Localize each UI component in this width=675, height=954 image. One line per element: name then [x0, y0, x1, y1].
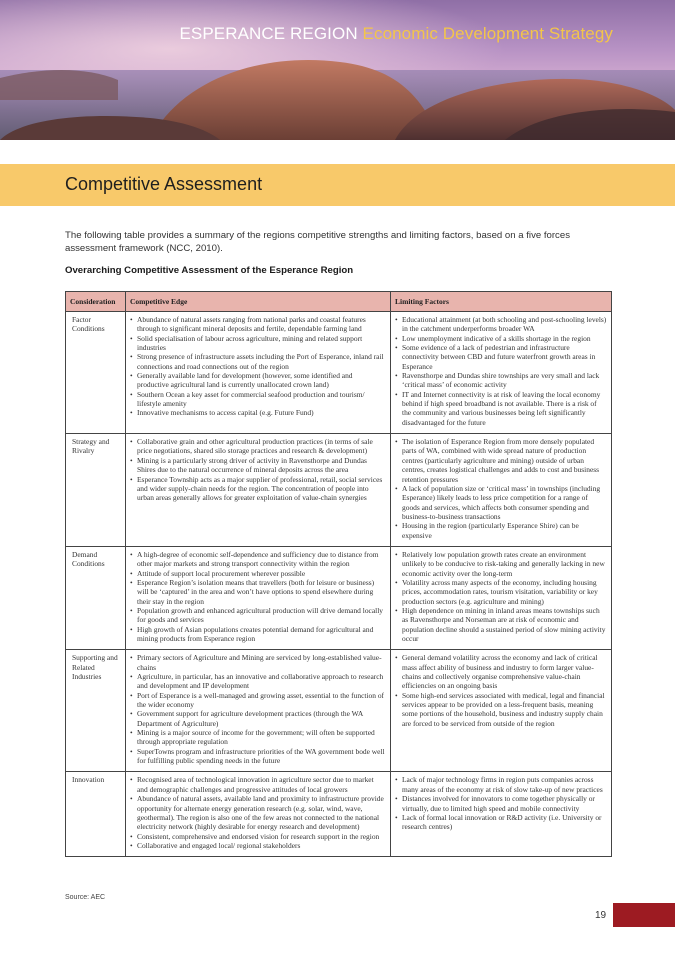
- list-item: • Lack of major technology firms in region puts companies across many areas of the economy at risk of slow take-up of new practices: [395, 775, 607, 794]
- competitive-edge-cell: [126, 772, 391, 857]
- list-item: • General demand volatility across the economy and lack of critical mass affect ability of business and industry to form larger value-chains and collectively organise comprehensive value-chain efficiencies on an ongoing basis: [395, 653, 607, 690]
- list-item: • Agriculture, in particular, has an innovative and collaborative approach to research and development and IP development: [130, 672, 386, 691]
- list-item: • Port of Esperance is a well-managed and growing asset, essential to the function of the wider economy: [130, 691, 386, 710]
- list-item: • Attitude of support local procurement wherever possible: [130, 569, 386, 578]
- list-item: • Southern Ocean a key asset for commercial seafood production and tourism/ lifestyle amenity: [130, 390, 386, 409]
- list-item: • IT and Internet connectivity is at risk of leaving the local economy behind if high speed broadband is not available. There is a risk of the community and various businesses being left significantly disadvantaged for the future: [395, 390, 607, 427]
- assessment-table: [65, 291, 612, 857]
- list-item: • Distances involved for innovators to come together physically or virtually, due to limited high speed and mobile connectivity: [395, 794, 607, 813]
- list-item: • Solid specialisation of labour across agriculture, mining and related support industries: [130, 334, 386, 353]
- limiting-factors-cell: [391, 312, 612, 434]
- list-item: • Primary sectors of Agriculture and Mining are serviced by long-established value-chains: [130, 653, 386, 672]
- list-item: • SuperTowns program and infrastructure priorities of the WA government bode well for fulfilling public spending needs in the future: [130, 747, 386, 766]
- table-row: [66, 546, 612, 649]
- list-item: • Low unemployment indicative of a skills shortage in the region: [395, 334, 607, 343]
- list-item: • Collaborative grain and other agricultural production practices (in terms of sale price negotiations, shared silo storage practices and research & development): [130, 437, 386, 456]
- strategy-label: Economic Development Strategy: [362, 24, 613, 43]
- table-row: [66, 312, 612, 434]
- limiting-factors-cell: [391, 434, 612, 547]
- document-header-title: [179, 24, 613, 44]
- list-item: • Esperance Region’s isolation means that travellers (both for leisure or business) will be ‘captured’ in the area and won’t have options to spend elsewhere during their stay in the region: [130, 578, 386, 606]
- header-banner: [0, 0, 675, 140]
- consideration-cell: Strategy and Rivalry: [66, 434, 126, 547]
- column-header-competitive-edge: Competitive Edge: [126, 292, 391, 312]
- competitive-edge-cell: [126, 650, 391, 772]
- list-item: • Some high-end services associated with medical, legal and financial services appear to be provided on a less-frequent basis, meaning some portions of the household, business and industry supply chain are forced to be serviced from outside of the region: [395, 691, 607, 728]
- intro-paragraph: The following table provides a summary of the regions competitive strengths and limiting factors, based on a five forces assessment framework (NCC, 2010).: [65, 230, 570, 254]
- table-header-row: [66, 292, 612, 312]
- consideration-cell: Innovation: [66, 772, 126, 857]
- page-number: 19: [595, 910, 607, 921]
- table-heading: Overarching Competitive Assessment of the Esperance Region: [65, 265, 354, 276]
- consideration-cell: Supporting and Related Industries: [66, 650, 126, 772]
- list-item: • Population growth and enhanced agricultural production will drive demand locally for goods and services: [130, 606, 386, 625]
- competitive-edge-cell: [126, 312, 391, 434]
- table-row: [66, 772, 612, 857]
- region-label: ESPERANCE REGION: [179, 24, 358, 43]
- list-item: • Mining is a major source of income for the government; will often be supported through appropriate regulation: [130, 728, 386, 747]
- list-item: • Volatility across many aspects of the economy, including housing prices, accommodation rates, tourism visitation, variability or key production sectors (e.g. agriculture and mining): [395, 578, 607, 606]
- column-header-limiting-factors: Limiting Factors: [391, 292, 612, 312]
- list-item: • Abundance of natural assets, available land and proximity to infrastructure provide opportunity for alternate energy generation research (e.g. solar, wind, wave, geothermal). The region is also one of the few areas not connected to the national electricity network (highly desirable for energy research and development): [130, 794, 386, 831]
- competitive-edge-cell: [126, 434, 391, 547]
- list-item: • Collaborative and engaged local/ regional stakeholders: [130, 841, 386, 850]
- source-note: Source: AEC: [65, 894, 106, 901]
- consideration-cell: Demand Conditions: [66, 546, 126, 649]
- section-band: [0, 164, 675, 206]
- list-item: • Lack of formal local innovation or R&D activity (i.e. University or research centres): [395, 813, 607, 832]
- list-item: • Esperance Township acts as a major supplier of professional, retail, social services and wider supply-chain needs for the region. The concentration of people into urban areas generally allows for greater exploitation of value-chain synergies: [130, 475, 386, 503]
- list-item: • Recognised area of technological innovation in agriculture sector due to market and demographic challenges and progressive attitudes of local growers: [130, 775, 386, 794]
- list-item: • Mining is a particularly strong driver of activity in Ravensthorpe and Dundas Shires due to the natural occurrence of mineral deposits across the area: [130, 456, 386, 475]
- page-title: Competitive Assessment: [65, 174, 263, 194]
- consideration-cell: Factor Conditions: [66, 312, 126, 434]
- list-item: • High growth of Asian populations creates potential demand for agricultural and mining products from Esperance region: [130, 625, 386, 644]
- limiting-factors-cell: [391, 650, 612, 772]
- list-item: • A lack of population size or ‘critical mass’ in townships (including Esperance) likely leads to less price competition for a range of goods and services, which affects both consumer spending and business-to-business transactions: [395, 484, 607, 521]
- column-header-consideration: Consideration: [66, 292, 126, 312]
- list-item: • The isolation of Esperance Region from more densely populated parts of WA, combined with wide spread nature of production centres (particularly agriculture and mining) outside of urban centres, creates logistical challenges and adds to cost and business retention pressures: [395, 437, 607, 484]
- limiting-factors-cell: [391, 772, 612, 857]
- competitive-edge-cell: [126, 546, 391, 649]
- table-row: [66, 434, 612, 547]
- page-tab: [613, 903, 675, 927]
- list-item: • Generally available land for development (however, some identified and productive agricultural land is currently unallocated crown land): [130, 371, 386, 390]
- list-item: • Innovative mechanisms to access capital (e.g. Future Fund): [130, 408, 386, 417]
- list-item: • Housing in the region (particularly Esperance Shire) can be expensive: [395, 521, 607, 540]
- list-item: • Strong presence of infrastructure assets including the Port of Esperance, inland rail connections and road connections out of the region: [130, 352, 386, 371]
- list-item: • Abundance of natural assets ranging from national parks and coastal features through to significant mineral deposits and fertile, dependable farming land: [130, 315, 386, 334]
- list-item: • Ravensthorpe and Dundas shire townships are very small and lack ‘critical mass’ of economic activity: [395, 371, 607, 390]
- limiting-factors-cell: [391, 546, 612, 649]
- list-item: • Consistent, comprehensive and endorsed vision for research support in the region: [130, 832, 386, 841]
- list-item: • Educational attainment (at both schooling and post-schooling levels) in the catchment underperforms broader WA: [395, 315, 607, 334]
- list-item: • High dependence on mining in inland areas means townships such as Ravensthorpe and Norseman are at risk of economic and population decline should a sustained period of slow mining activity occur: [395, 606, 607, 643]
- table-row: [66, 650, 612, 772]
- list-item: • Government support for agriculture development practices (through the WA Department of Agriculture): [130, 709, 386, 728]
- coastal-landscape-photo: [0, 0, 675, 140]
- list-item: • Relatively low population growth rates create an environment unlikely to be conducive to risk-taking and generally lacking in new economic activity over the long-term: [395, 550, 607, 578]
- list-item: • Some evidence of a lack of pedestrian and infrastructure connectivity between CBD and future waterfront growth areas in Esperance: [395, 343, 607, 371]
- list-item: • A high-degree of economic self-dependence and sufficiency due to distance from other major markets and strong transport connectivity within the region: [130, 550, 386, 569]
